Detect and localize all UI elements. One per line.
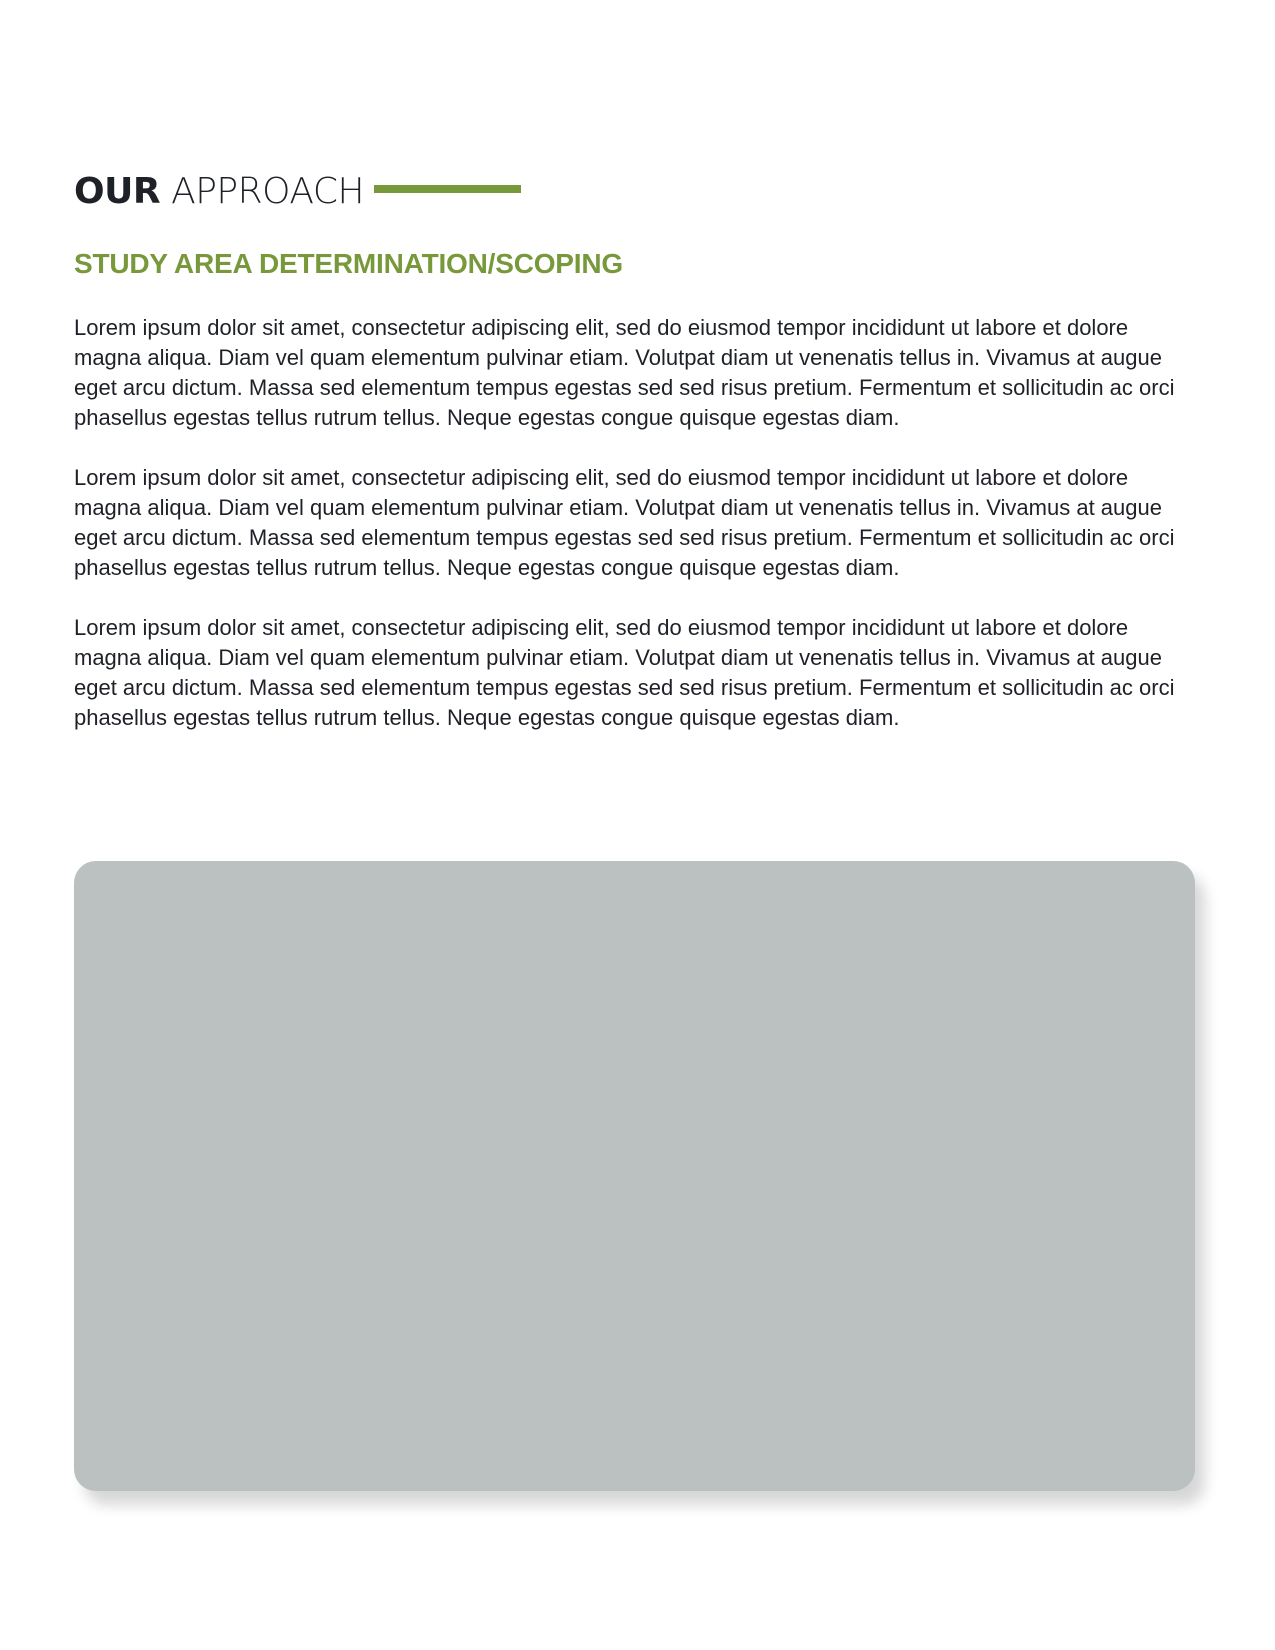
page-title-light: APPROACH bbox=[171, 170, 365, 212]
paragraph-3: Lorem ipsum dolor sit amet, consectetur adipiscing elit, sed do eiusmod tempor incididunt ut labore et dolore magna aliqua. Diam vel quam elementum pulvinar etiam. Volutpat diam ut venenatis tellus in. Vivamus at augue eget arcu dictum. Massa sed elementum tempus egestas sed sed risus pretium. Fermentum et sollicitudin ac orci phasellus egestas tellus rutrum tellus. Neque egestas congue quisque egestas diam. bbox=[74, 615, 1175, 730]
image-placeholder bbox=[74, 861, 1195, 1491]
page-title-bold: OUR bbox=[74, 170, 161, 212]
body-text bbox=[74, 313, 1194, 763]
paragraph-1: Lorem ipsum dolor sit amet, consectetur adipiscing elit, sed do eiusmod tempor incididunt ut labore et dolore magna aliqua. Diam vel quam elementum pulvinar etiam. Volutpat diam ut venenatis tellus in. Vivamus at augue eget arcu dictum. Massa sed elementum tempus egestas sed sed risus pretium. Fermentum et sollicitudin ac orci phasellus egestas tellus rutrum tellus. Neque egestas congue quisque egestas diam. bbox=[74, 315, 1175, 430]
title-accent-rule bbox=[374, 185, 521, 193]
paragraph-2: Lorem ipsum dolor sit amet, consectetur adipiscing elit, sed do eiusmod tempor incididunt ut labore et dolore magna aliqua. Diam vel quam elementum pulvinar etiam. Volutpat diam ut venenatis tellus in. Vivamus at augue eget arcu dictum. Massa sed elementum tempus egestas sed sed risus pretium. Fermentum et sollicitudin ac orci phasellus egestas tellus rutrum tellus. Neque egestas congue quisque egestas diam. bbox=[74, 465, 1175, 580]
section-heading: STUDY AREA DETERMINATION/SCOPING bbox=[74, 248, 623, 279]
page-title bbox=[74, 166, 521, 216]
